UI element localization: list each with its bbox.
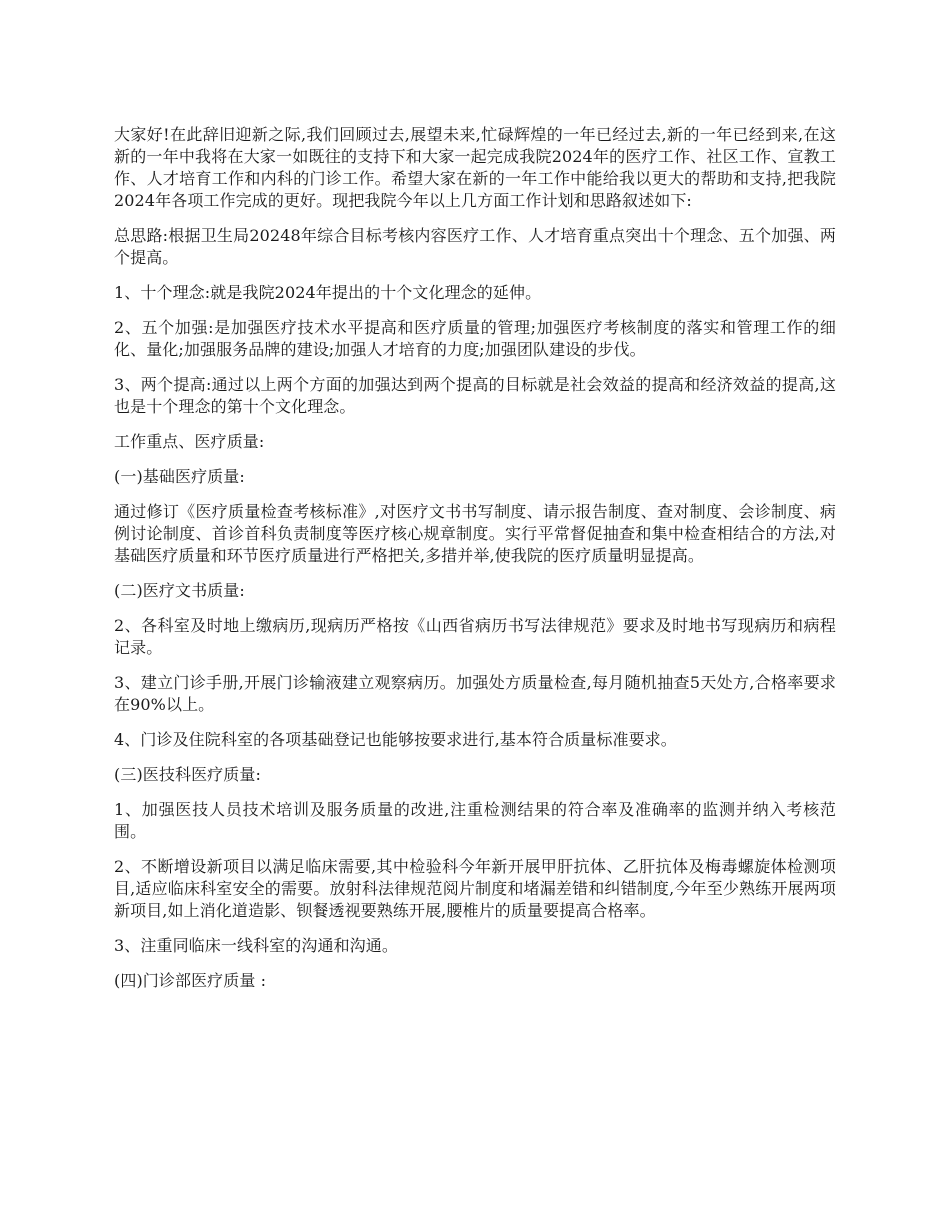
- section-1-body: 通过修订《医疗质量检查考核标准》,对医疗文书书写制度、请示报告制度、查对制度、会诊制度、病例讨论制度、首诊首科负责制度等医疗核心规章制度。实行平常督促抽查和集中检查相结合的方法,对基础医疗质量和环节医疗质量进行严格把关,多措并举,使我院的医疗质量明显提高。: [114, 502, 836, 565]
- section-3-item-2: 2、不断增设新项目以满足临床需要,其中检验科今年新开展甲肝抗体、乙肝抗体及梅毒螺旋体检测项目,适应临床科室安全的需要。放射科法律规范阅片制度和堵漏差错和纠错制度,今年至少熟练开展两项新项目,如上消化道造影、钡餐透视要熟练开展,腰椎片的质量要提高合格率。: [114, 857, 836, 920]
- section-3-item-1: 1、加强医技人员技术培训及服务质量的改进,注重检测结果的符合率及准确率的监测并纳入考核范围。: [114, 800, 836, 841]
- two-improvements-paragraph: 3、两个提高:通过以上两个方面的加强达到两个提高的目标就是社会效益的提高和经济效益的提高,这也是十个理念的第十个文化理念。: [114, 375, 836, 416]
- overall-approach-paragraph: 总思路:根据卫生局20248年综合目标考核内容医疗工作、人才培育重点突出十个理念、五个加强、两个提高。: [114, 226, 836, 267]
- intro-paragraph: 大家好!在此辞旧迎新之际,我们回顾过去,展望未来,忙碌辉煌的一年已经过去,新的一年已经到来,在这新的一年中我将在大家一如既往的支持下和大家一起完成我院2024年的医疗工作、社区工作、宣教工作、人才培育工作和内科的门诊工作。希望大家在新的一年工作中能给我以更大的帮助和支持,把我院2024年各项工作完成的更好。现把我院今年以上几方面工作计划和思路叙述如下:: [114, 125, 836, 210]
- work-focus-heading: 工作重点、医疗质量:: [114, 432, 265, 451]
- section-3-heading: (三)医技科医疗质量:: [114, 765, 261, 784]
- document-body: [114, 124, 836, 1005]
- section-4-heading: (四)门诊部医疗质量 :: [114, 971, 267, 990]
- section-3-item-3: 3、注重同临床一线科室的沟通和沟通。: [114, 936, 398, 955]
- section-2-item-4: 4、门诊及住院科室的各项基础登记也能够按要求进行,基本符合质量标准要求。: [114, 730, 677, 749]
- five-strengthenings-paragraph: 2、五个加强:是加强医疗技术水平提高和医疗质量的管理;加强医疗考核制度的落实和管理工作的细化、量化;加强服务品牌的建设;加强人才培育的力度;加强团队建设的步伐。: [114, 318, 836, 359]
- section-1-heading: (一)基础医疗质量:: [114, 467, 245, 486]
- section-2-item-3: 3、建立门诊手册,开展门诊输液建立观察病历。加强处方质量检查,每月随机抽查5天处方,合格率要求在90%以上。: [114, 673, 836, 714]
- section-2-item-2: 2、各科室及时地上缴病历,现病历严格按《山西省病历书写法律规范》要求及时地书写现病历和病程记录。: [114, 616, 836, 657]
- ten-concepts-paragraph: 1、十个理念:就是我院2024年提出的十个文化理念的延伸。: [114, 283, 542, 302]
- section-2-heading: (二)医疗文书质量:: [114, 581, 245, 600]
